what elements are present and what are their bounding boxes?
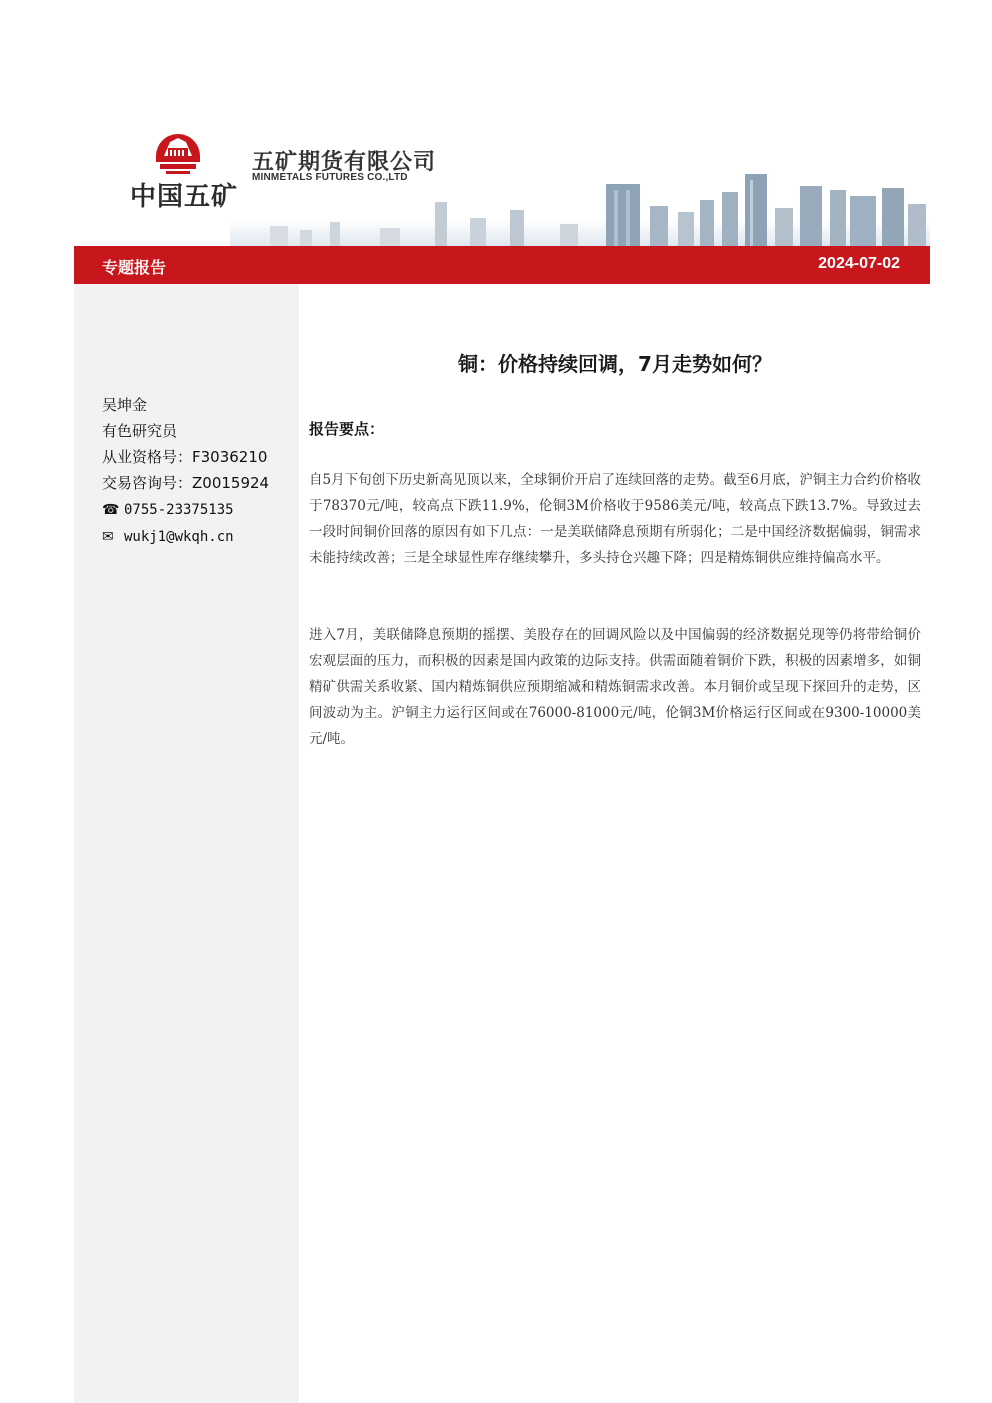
report-date: 2024-07-02 [818, 255, 900, 272]
author-phone-row [102, 496, 269, 523]
author-name: 吴坤金 [102, 396, 148, 414]
report-type: 专题报告 [102, 258, 167, 277]
mail-icon: ✉ [102, 529, 114, 545]
section-heading: 报告要点： [309, 420, 385, 438]
report-header-bar [74, 246, 930, 284]
author-info [102, 392, 269, 550]
author-phone: 0755-23375135 [124, 502, 234, 518]
summary-paragraph-1: 自5月下旬创下历史新高见顶以来，全球铜价开启了连续回落的走势。截至6月底，沪铜主力合约价格收于78370元/吨，较高点下跌11.9%，伦铜3M价格收于9586美元/吨，较高点下跌13.7%。导致过去一段时间铜价回落的原因有如下几点：一是美联储降息预期有所弱化；二是中国经济数据偏弱，铜需求未能持续改善；三是全球显性库存继续攀升，多头持仓兴趣下降；四是精炼铜供应维持偏高水平。 [309, 472, 921, 566]
company-name-en: MINMETALS FUTURES CO.,LTD [252, 172, 408, 183]
author-license: 从业资格号：F3036210 [102, 448, 268, 466]
company-name-cn: 五矿期货有限公司 [252, 150, 437, 175]
summary-paragraph-2: 进入7月，美联储降息预期的摇摆、美股存在的回调风险以及中国偏弱的经济数据兑现等仍将带给铜价宏观层面的压力，而积极的因素是国内政策的边际支持。供需面随着铜价下跌，积极的因素增多，如铜精矿供需关系收紧、国内精炼铜供应预期缩减和精炼铜需求改善。本月铜价或呈现下探回升的走势，区间波动为主。沪铜主力运行区间或在76000-81000元/吨，伦铜3M价格运行区间或在9300-10000美元/吨。 [309, 627, 921, 747]
logo-text: 中国五矿 [130, 182, 239, 212]
page-header [0, 0, 992, 246]
author-email[interactable]: wukj1@wkqh.cn [124, 529, 234, 545]
author-email-row [102, 523, 269, 550]
phone-icon: ☎ [102, 502, 120, 518]
author-sidebar [74, 284, 299, 1403]
city-skyline-image [230, 160, 930, 246]
report-title: 铜：价格持续回调，7月走势如何？ [458, 352, 772, 376]
author-role: 有色研究员 [102, 422, 178, 440]
minmetals-emblem-icon [152, 126, 204, 176]
author-consult-number: 交易咨询号：Z0015924 [102, 474, 270, 492]
